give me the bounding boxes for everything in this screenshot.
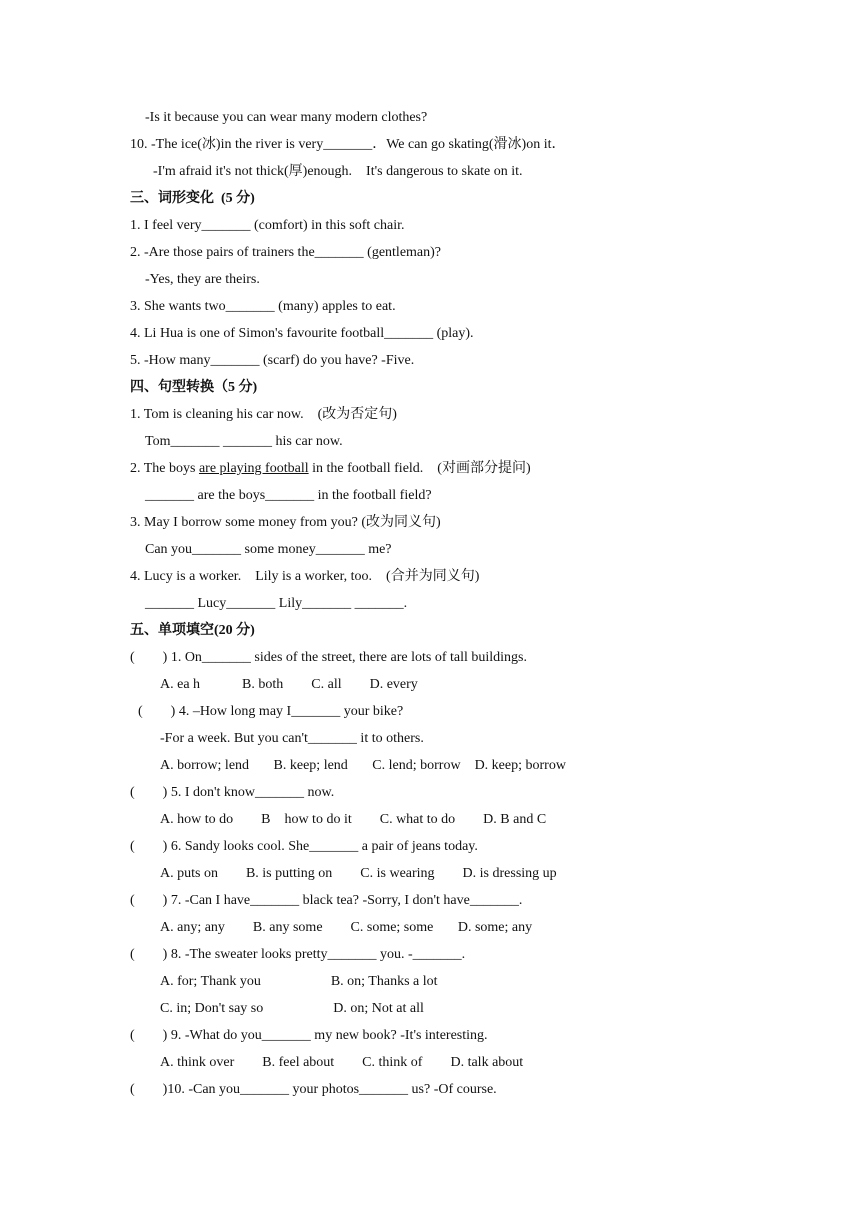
underlined-phrase: are playing football bbox=[198, 461, 309, 476]
question-line: ( ) 8. -The sweater looks pretty_______ you. -_______. bbox=[130, 947, 466, 962]
answer-line: Can you_______ some money_______ me? bbox=[145, 542, 392, 557]
question-line: 1. Tom is cleaning his car now. (改为否定句) bbox=[130, 407, 397, 422]
question-line: ( )10. -Can you_______ your photos_______ us? -Of course. bbox=[130, 1082, 497, 1097]
options-line: A. how to do B how to do it C. what to do D. B and C bbox=[160, 812, 547, 827]
question-line: ( ) 5. I don't know_______ now. bbox=[130, 785, 335, 800]
text-line: -For a week. But you can't_______ it to others. bbox=[160, 731, 424, 746]
question-line: ( ) 6. Sandy looks cool. She_______ a pair of jeans today. bbox=[130, 839, 478, 854]
options-line: A. borrow; lend B. keep; lend C. lend; borrow D. keep; borrow bbox=[160, 758, 566, 773]
text-line: -Yes, they are theirs. bbox=[145, 272, 260, 287]
options-line: A. for; Thank you B. on; Thanks a lot bbox=[160, 974, 438, 989]
options-line: C. in; Don't say so D. on; Not at all bbox=[160, 1001, 424, 1016]
options-line: A. think over B. feel about C. think of D. talk about bbox=[160, 1055, 524, 1070]
question-line: 10. -The ice(冰)in the river is very_______．We can go skating(滑冰)on it． bbox=[130, 137, 566, 152]
question-line: 2. -Are those pairs of trainers the_______ (gentleman)? bbox=[130, 245, 442, 260]
question-line: 4. Lucy is a worker. Lily is a worker, too. (合并为同义句) bbox=[130, 569, 480, 584]
question-line bbox=[130, 460, 531, 478]
answer-line: _______ Lucy_______ Lily_______ _______. bbox=[145, 596, 408, 611]
question-line: 4. Li Hua is one of Simon's favourite football_______ (play). bbox=[130, 326, 474, 341]
options-line: A. puts on B. is putting on C. is wearing D. is dressing up bbox=[160, 866, 557, 881]
question-line: 1. I feel very_______ (comfort) in this soft chair. bbox=[130, 218, 405, 233]
text-segment: in the football field. (对画部分提问) bbox=[308, 461, 531, 476]
question-line: 3. May I borrow some money from you? (改为同义句) bbox=[130, 515, 441, 530]
options-line: A. ea h B. both C. all D. every bbox=[160, 677, 418, 692]
text-line: -Is it because you can wear many modern clothes? bbox=[145, 110, 428, 125]
question-line: ( ) 7. -Can I have_______ black tea? -Sorry, I don't have_______. bbox=[130, 893, 523, 908]
section-heading-multiple-choice: 五、单项填空(20 分) bbox=[130, 623, 255, 638]
answer-line: Tom_______ _______ his car now. bbox=[145, 434, 343, 449]
answer-line: _______ are the boys_______ in the football field? bbox=[145, 488, 432, 503]
text-segment: 2. The boys bbox=[130, 461, 199, 476]
question-line: 3. She wants two_______ (many) apples to eat. bbox=[130, 299, 396, 314]
question-line: ( ) 9. -What do you_______ my new book? -It's interesting. bbox=[130, 1028, 488, 1043]
section-heading-word-forms: 三、词形变化 (5 分) bbox=[130, 191, 255, 206]
text-line: -I'm afraid it's not thick(厚)enough. It's dangerous to skate on it. bbox=[153, 164, 523, 179]
options-line: A. any; any B. any some C. some; some D. some; any bbox=[160, 920, 533, 935]
question-line: 5. -How many_______ (scarf) do you have? -Five. bbox=[130, 353, 415, 368]
question-line: ( ) 4. –How long may I_______ your bike? bbox=[138, 704, 404, 719]
question-line: ( ) 1. On_______ sides of the street, there are lots of tall buildings. bbox=[130, 650, 527, 665]
section-heading-sentence-transform: 四、句型转换（5 分) bbox=[130, 380, 258, 395]
